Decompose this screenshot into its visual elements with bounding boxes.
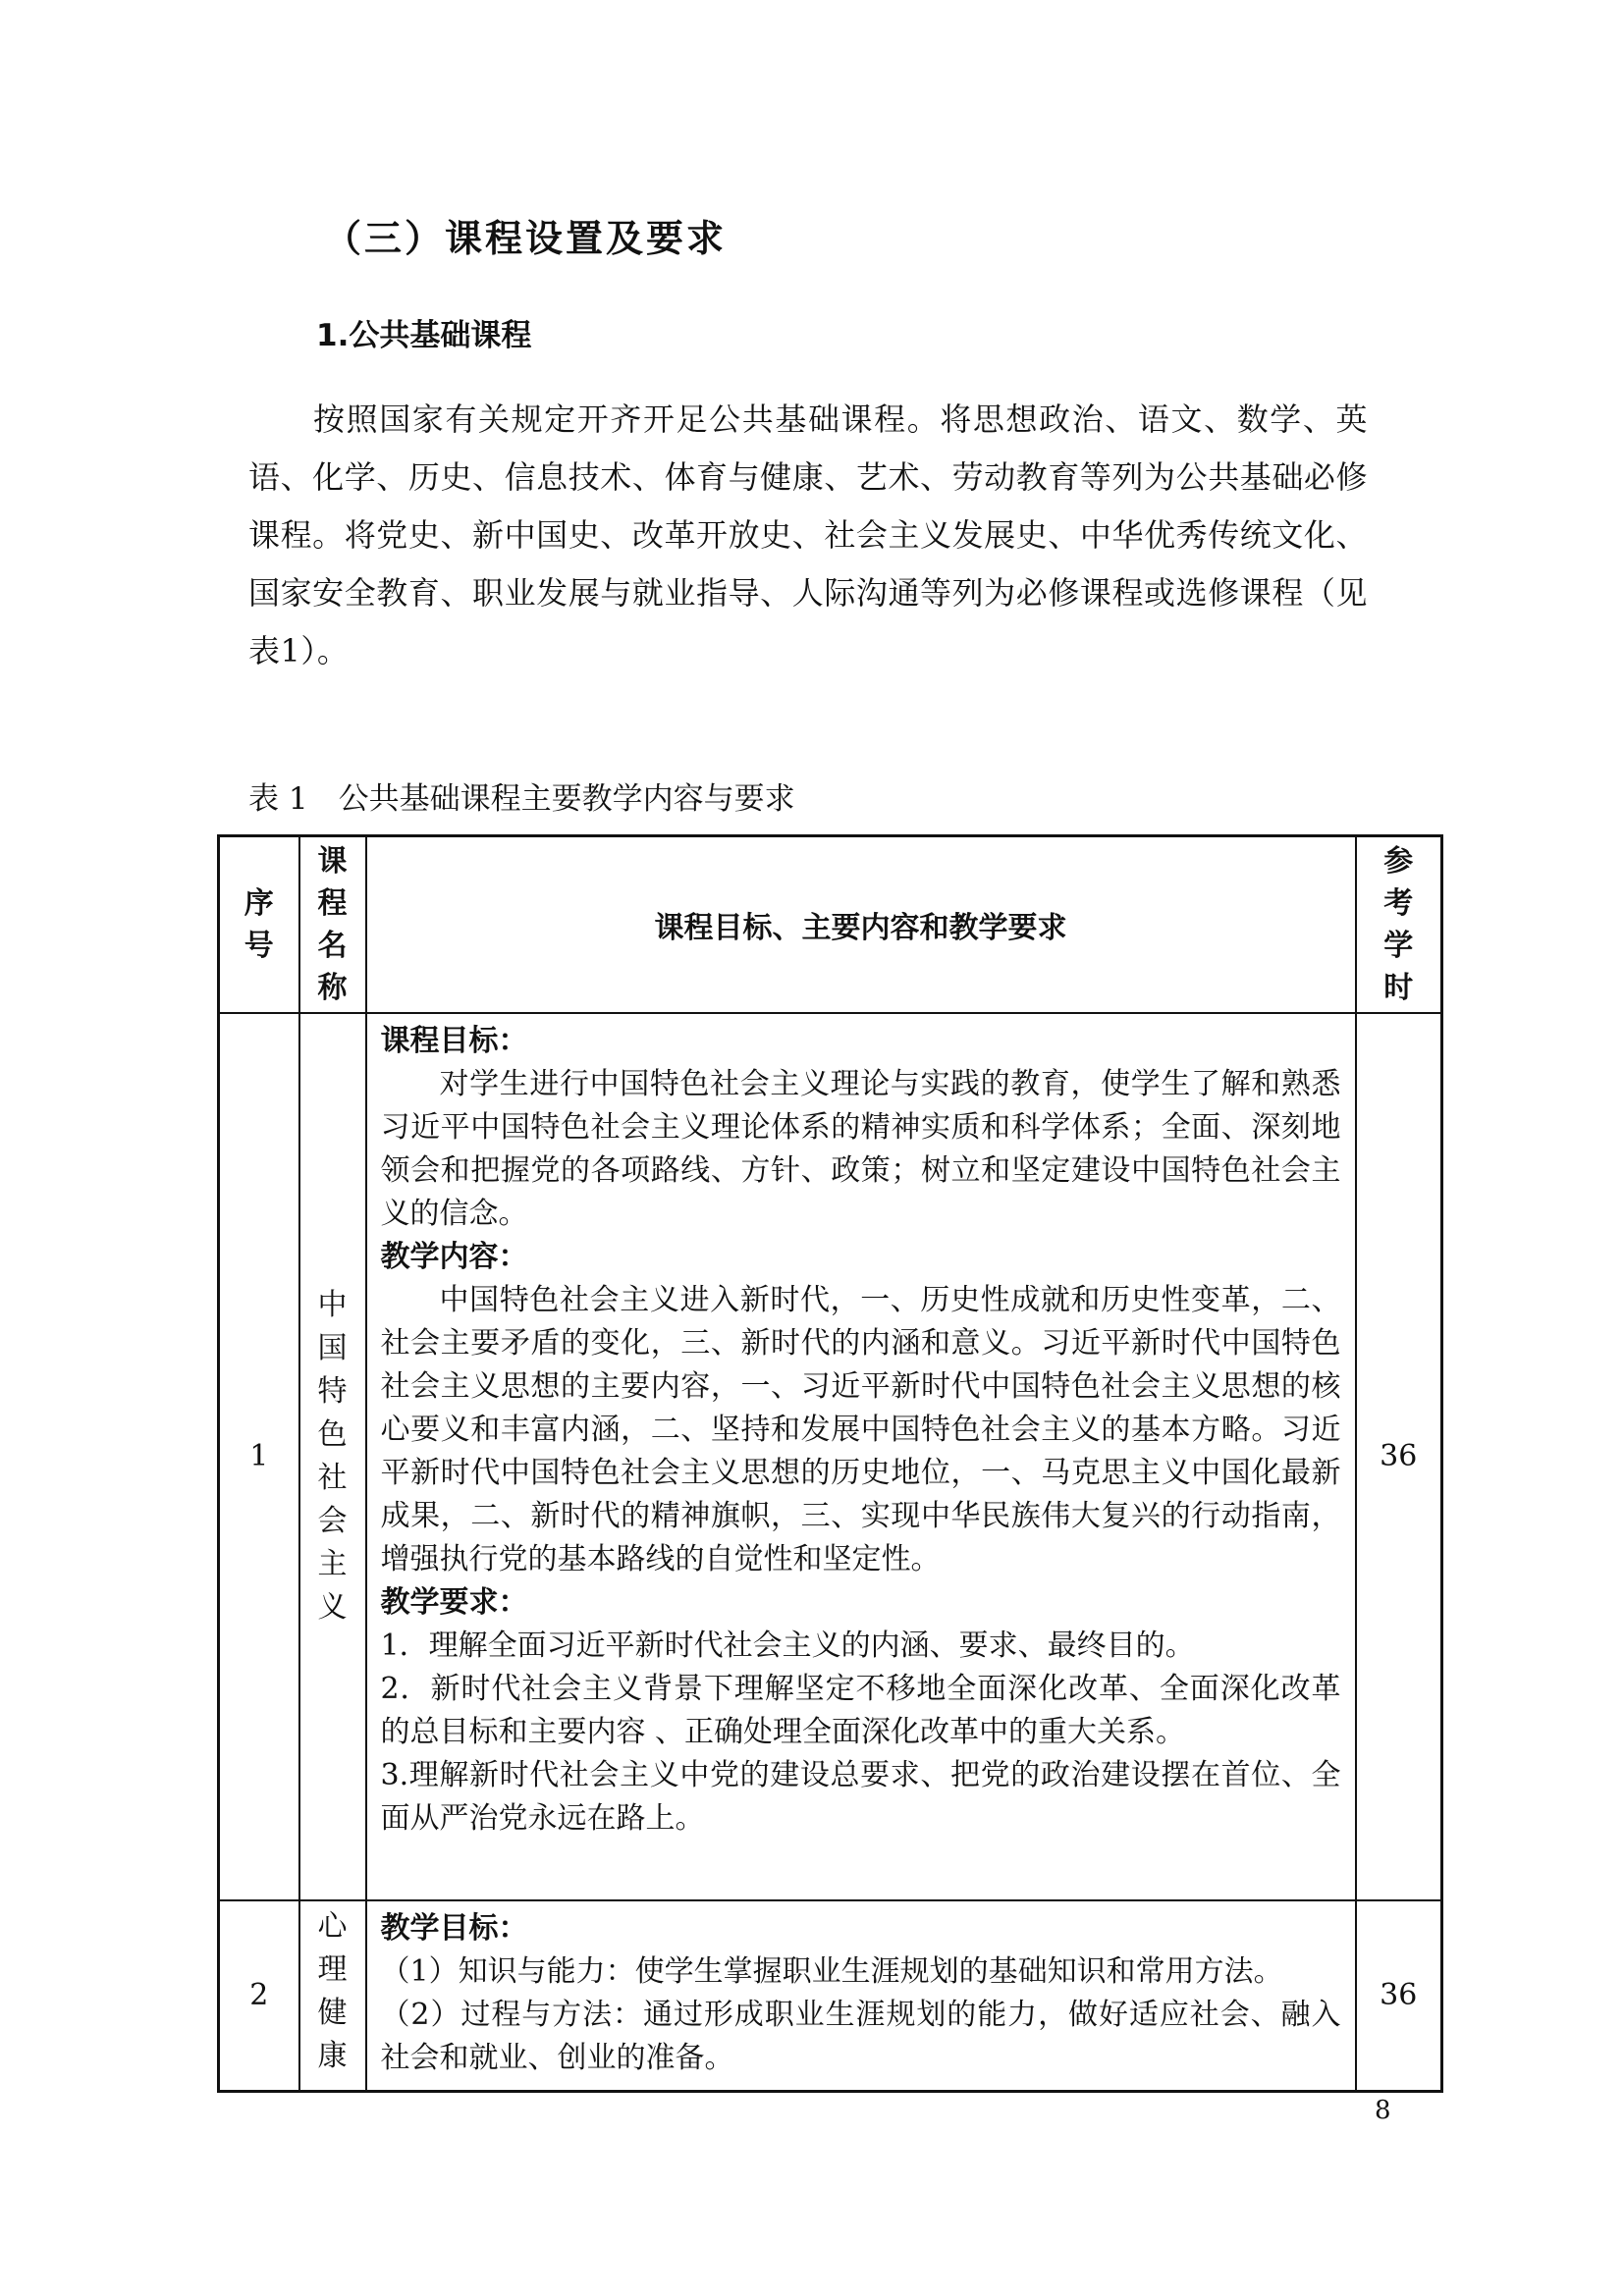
header-num: 序 号 — [219, 836, 299, 1013]
header-content: 课程目标、主要内容和教学要求 — [366, 836, 1356, 1013]
requirement-item: 1．理解全面习近平新时代社会主义的内涵、要求、最终目的。 — [380, 1628, 1195, 1663]
row-hours: 36 — [1356, 1900, 1442, 2092]
row-hours: 36 — [1356, 1013, 1442, 1900]
row-content — [366, 1900, 1356, 2092]
row-course-name: 中 国 特 色 社 会 主 义 — [299, 1013, 366, 1900]
section-title: （三）课程设置及要求 — [324, 217, 728, 260]
table-row — [219, 1013, 1442, 1900]
row-content — [366, 1013, 1356, 1900]
requirement-label: 教学要求： — [380, 1584, 528, 1620]
content-label: 教学内容： — [380, 1239, 528, 1274]
page-number: 8 — [1375, 2096, 1391, 2125]
requirement-item: 3.理解新时代社会主义中党的建设总要求、把党的政治建设摆在首位、全面从严治党永远在路上。 — [380, 1757, 1341, 1836]
row-course-name: 心 理 健 康 — [299, 1900, 366, 2092]
header-hours: 参 考 学 时 — [1356, 836, 1442, 1013]
content-text: 中国特色社会主义进入新时代，一、历史性成就和历史性变革，二、社会主要矛盾的变化，三、新时代的内涵和意义。习近平新时代中国特色社会主义思想的主要内容，一、习近平新时代中国特色社会主义思想的核心要义和丰富内涵，二、坚持和发展中国特色社会主义的基本方略。习近平新时代中国特色社会主义思想的历史地位，一、马克思主义中国化最新成果，二、新时代的精神旗帜，三、实现中华民族伟大复兴的行动指南，增强执行党的基本路线的自觉性和坚定性。 — [380, 1282, 1341, 1576]
goal-text: 对学生进行中国特色社会主义理论与实践的教育，使学生了解和熟悉习近平中国特色社会主义理论体系的精神实质和科学体系；全面、深刻地领会和把握党的各项路线、方针、政策；树立和坚定建设中国特色社会主义的信念。 — [380, 1066, 1341, 1231]
table-row — [219, 1900, 1442, 2092]
table-header-row — [219, 836, 1442, 1013]
goal-item: （1）知识与能力：使学生掌握职业生涯规划的基础知识和常用方法。 — [380, 1953, 1283, 1989]
goal-label: 课程目标： — [380, 1023, 528, 1058]
row-num: 2 — [219, 1900, 299, 2092]
header-name: 课 程 名 称 — [299, 836, 366, 1013]
requirement-item: 2．新时代社会主义背景下理解坚定不移地全面深化改革、全面深化改革的总目标和主要内容 、正确处理全面深化改革中的重大关系。 — [380, 1671, 1341, 1749]
intro-paragraph: 按照国家有关规定开齐开足公共基础课程。将思想政治、语文、数学、英语、化学、历史、信息技术、体育与健康、艺术、劳动教育等列为公共基础必修课程。将党史、新中国史、改革开放史、社会主义发展史、中华优秀传统文化、国家安全教育、职业发展与就业指导、人际沟通等列为必修课程或选修课程（见表1）。 — [248, 400, 1368, 669]
goal-item: （2）过程与方法：通过形成职业生涯规划的能力，做好适应社会、融入社会和就业、创业的准备。 — [380, 1997, 1341, 2075]
table-caption: 表 1 公共基础课程主要教学内容与要求 — [248, 781, 795, 817]
course-table — [217, 834, 1443, 2093]
sub-title: 1.公共基础课程 — [316, 318, 532, 353]
row-num: 1 — [219, 1013, 299, 1900]
goal-label: 教学目标： — [380, 1910, 528, 1946]
